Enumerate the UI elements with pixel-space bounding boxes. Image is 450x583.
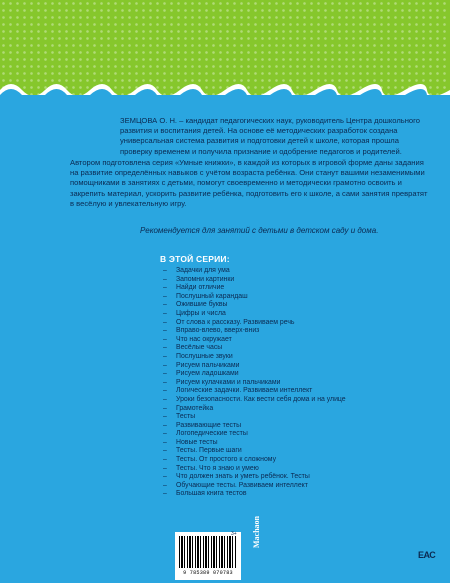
list-item: – Послушный карандаш (163, 293, 346, 302)
barcode-number: 9 785389 070783 (183, 570, 233, 576)
list-item: – Что должен знать и уметь ребёнок. Тесты (163, 473, 346, 482)
list-item: – От слова к рассказу. Развиваем речь (163, 319, 346, 328)
barcode-area (175, 532, 241, 580)
list-item: – Запомни картинки (163, 276, 346, 285)
list-item: – Развивающие тесты (163, 422, 346, 431)
list-item: – Большая книга тестов (163, 490, 346, 499)
list-item: – Задачки для ума (163, 267, 346, 276)
list-item: – Логопедические тесты (163, 430, 346, 439)
list-item: – Тесты. От простого к сложному (163, 456, 346, 465)
list-item: – Послушные звуки (163, 353, 346, 362)
series-title: В ЭТОЙ СЕРИИ: (160, 254, 230, 264)
author-bio-rest: руководитель Центра дошкольного развития и воспитания детей. На основе её методических разработок создана универсальная система развития и подготовки детей к школе, которая прошла проверку временем и получила признание и одобрение педагогов и родителей. (120, 116, 420, 156)
recommendation-text: Рекомендуется для занятий с детьми в детском саду и дома. (140, 226, 379, 235)
list-item: – Тесты (163, 413, 346, 422)
list-item: – Цифры и числа (163, 310, 346, 319)
publisher-logo: Machaon (252, 516, 261, 548)
series-list (163, 267, 346, 499)
age-rating-badge: 3+ (231, 531, 237, 537)
list-item: – Весёлые часы (163, 344, 346, 353)
eac-mark: ЕАС (418, 550, 436, 560)
list-item: – Обучающие тесты. Развиваем интеллект (163, 482, 346, 491)
list-item: – Тесты. Первые шаги (163, 447, 346, 456)
author-bio (120, 116, 420, 157)
list-item: – Уроки безопасности. Как вести себя дома и на улице (163, 396, 346, 405)
list-item: – Рисуем ладошками (163, 370, 346, 379)
list-item: – Тесты. Что я знаю и умею (163, 465, 346, 474)
barcode (179, 536, 237, 568)
list-item: – Вправо-влево, вверх-вниз (163, 327, 346, 336)
list-item: – Ожившие буквы (163, 301, 346, 310)
list-item: – Грамотейка (163, 405, 346, 414)
list-item: – Рисуем кулачками и пальчиками (163, 379, 346, 388)
list-item: – Что нас окружает (163, 336, 346, 345)
author-bio-line1: ЗЕМЦОВА О. Н. – кандидат педагогических наук, (120, 116, 294, 125)
list-item: – Рисуем пальчиками (163, 362, 346, 371)
list-item: – Новые тесты (163, 439, 346, 448)
list-item: – Логические задачки. Развиваем интеллект (163, 387, 346, 396)
list-item: – Найди отличие (163, 284, 346, 293)
series-description: Автором подготовлена серия «Умные книжки», в каждой из которых в игровой форме даны задания на развитие определённых навыков с учётом возраста ребёнка. Они станут вашими незаменимыми помощниками в занятиях с детьми, помогут своевременно и методически грамотно освоить и закрепить материал, ускорить развитие ребёнка, подготовить его к школе, а сами занятия превратят в весёлую и увлекательную игру. (70, 158, 428, 208)
